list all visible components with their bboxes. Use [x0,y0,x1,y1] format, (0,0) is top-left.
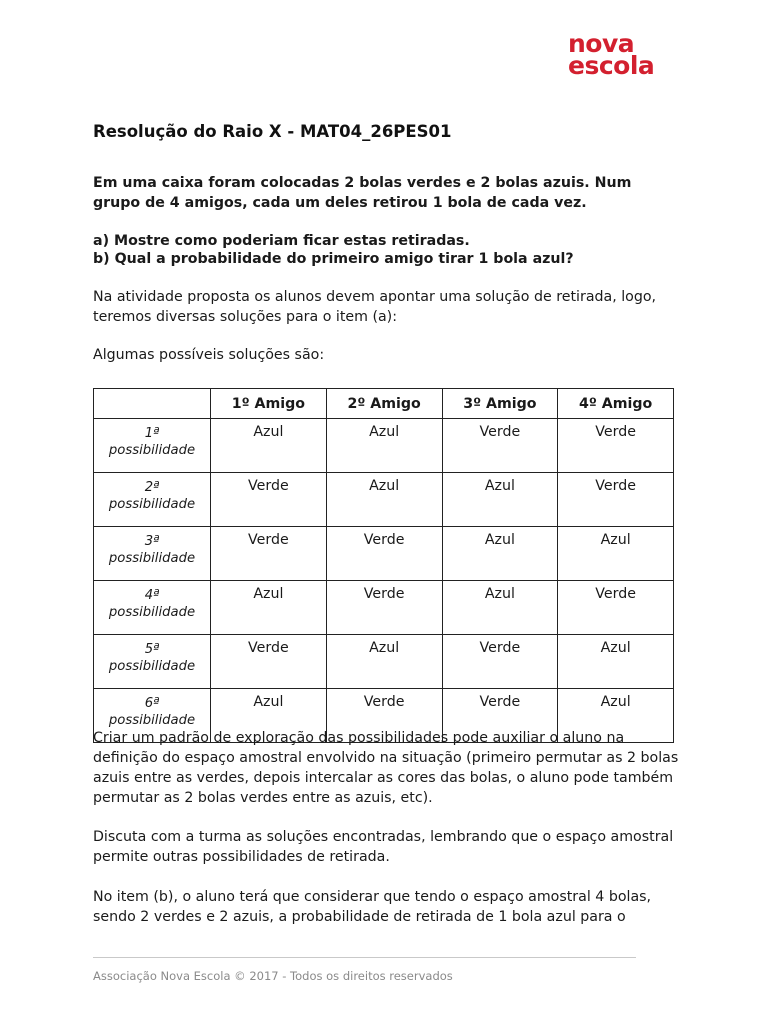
row-label-word: possibilidade [108,605,196,620]
table-header-amigo-2: 2º Amigo [326,389,442,419]
row-label-number: 3ª [144,534,160,549]
logo-line-1: nova [568,29,635,58]
problem-statement: Em uma caixa foram colocadas 2 bolas verdes e 2 bolas azuis. Num grupo de 4 amigos, cada um deles retirou 1 bola de cada vez. [93,175,632,211]
table-cell: Azul [326,473,442,527]
table-row [94,419,674,473]
table-row [94,635,674,689]
table-cell: Verde [211,473,327,527]
table-row [94,473,674,527]
row-label-number: 4ª [144,588,160,603]
table-cell: Azul [211,581,327,635]
row-label [94,473,211,527]
table-cell: Verde [558,473,674,527]
table-header-amigo-4: 4º Amigo [558,389,674,419]
table-cell: Azul [211,689,327,743]
table-cell: Verde [326,689,442,743]
row-label-number: 5ª [144,642,160,657]
footer-text: Associação Nova Escola © 2017 - Todos os direitos reservados [93,969,453,983]
table-cell: Azul [558,527,674,581]
table-cell: Azul [442,527,558,581]
problem-item-b: b) Qual a probabilidade do primeiro amigo tirar 1 bola azul? [93,251,574,267]
row-label-word: possibilidade [108,551,196,566]
table-cell: Verde [211,635,327,689]
table-cell: Azul [442,473,558,527]
table-cell: Verde [326,527,442,581]
table-cell: Azul [211,419,327,473]
row-label [94,419,211,473]
explanation-paragraph: Criar um padrão de exploração das possibilidades pode auxiliar o aluno na definição do espaço amostral envolvido na situação (primeiro permutar as 2 bolas azuis entre as verdes, depois intercalar as cores das bolas, o aluno pode também permutar as 2 bolas verdes entre as azuis, etc). [93,730,679,806]
row-label [94,581,211,635]
table-cell: Verde [442,689,558,743]
table-cell: Azul [326,419,442,473]
table-cell: Azul [558,635,674,689]
nova-escola-logo [568,29,655,80]
problem-item-a: a) Mostre como poderiam ficar estas retiradas. [93,233,470,249]
table-cell: Verde [558,419,674,473]
row-label-number: 2ª [144,480,160,495]
table-cell: Azul [326,635,442,689]
table-cell: Verde [558,581,674,635]
table-row [94,581,674,635]
table-row [94,527,674,581]
row-label-word: possibilidade [108,659,196,674]
row-label [94,635,211,689]
discussion-paragraph: Discuta com a turma as soluções encontradas, lembrando que o espaço amostral permite outras possibilidades de retirada. [93,829,674,865]
table-cell: Verde [211,527,327,581]
item-b-paragraph: No item (b), o aluno terá que considerar que tendo o espaço amostral 4 bolas, sendo 2 verdes e 2 azuis, a probabilidade de retirada de 1 bola azul para o [93,889,652,925]
table-cell: Azul [442,581,558,635]
possibilities-table [93,388,674,743]
table-header-corner [94,389,211,419]
table-header-amigo-3: 3º Amigo [442,389,558,419]
row-label-word: possibilidade [108,713,196,728]
row-label-word: possibilidade [108,443,196,458]
table-cell: Verde [442,635,558,689]
solutions-label: Algumas possíveis soluções são: [93,347,325,363]
table-cell: Azul [558,689,674,743]
row-label-number: 1ª [144,426,160,441]
table-cell: Verde [442,419,558,473]
row-label-word: possibilidade [108,497,196,512]
table-cell: Verde [326,581,442,635]
row-label-number: 6ª [144,696,160,711]
row-label [94,527,211,581]
intro-paragraph: Na atividade proposta os alunos devem apontar uma solução de retirada, logo, teremos diversas soluções para o item (a): [93,289,657,325]
page-title: Resolução do Raio X - MAT04_26PES01 [93,122,452,141]
footer-divider [93,957,636,958]
logo-line-2: escola [568,51,655,80]
table-header-row [94,389,674,419]
table-header-amigo-1: 1º Amigo [211,389,327,419]
